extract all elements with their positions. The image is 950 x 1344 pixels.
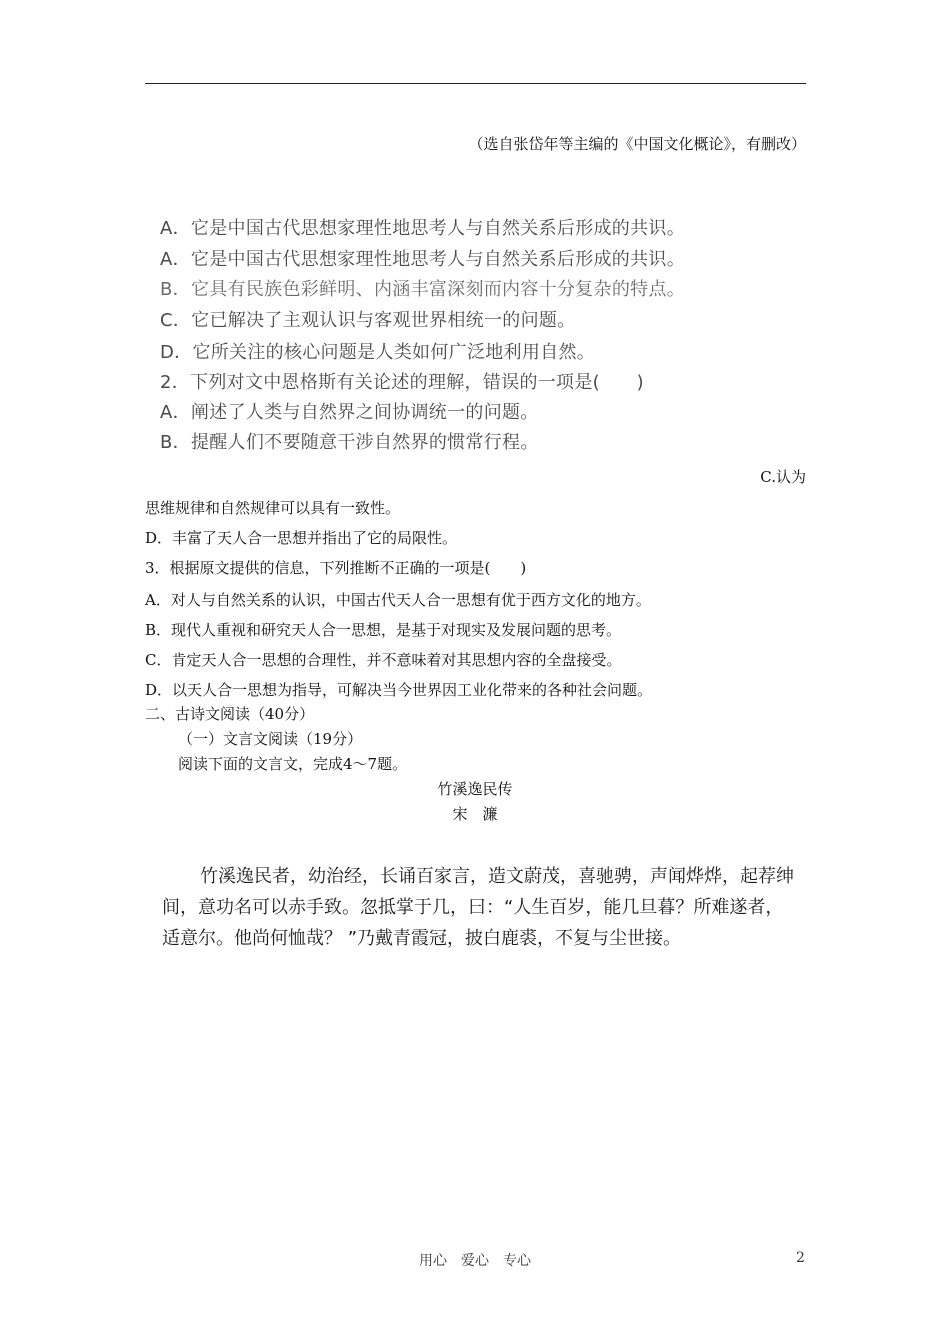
scan-line-d: D．它所关注的核心问题是人类如何广泛地利用自然。 [160,342,596,363]
section-heading: 二、古诗文阅读（40分） [145,705,315,723]
scan-q2-a: A．阐述了人类与自然界之间协调统一的问题。 [160,402,539,423]
article-title: 竹溪逸民传 [437,780,513,798]
scan-line-c: C．它已解决了主观认识与客观世界相统一的问题。 [160,310,576,331]
subsection-heading: （一）文言文阅读（19分） [178,730,363,748]
q3-stem: 3．根据原文提供的信息，下列推断不正确的一项是( ) [145,559,527,577]
scan-line-b: B．它具有民族色彩鲜明、内涵丰富深刻而内容十分复杂的特点。 [160,279,686,300]
q3-option-c: C．肯定天人合一思想的合理性，并不意味着对其思想内容的全盘接受。 [145,651,622,669]
q2-option-d: D．丰富了天人合一思想并指出了它的局限性。 [145,529,458,547]
scan-q2-b: B．提醒人们不要随意干涉自然界的惯常行程。 [160,432,539,453]
q3-option-b: B．现代人重视和研究天人合一思想，是基于对现实及发展问题的思考。 [145,621,622,639]
q3-option-a: A．对人与自然关系的认识，中国古代天人合一思想有优于西方文化的地方。 [145,591,651,609]
article-line-3: 适意尔。他尚何恤哉？ ”乃戴青霞冠，披白鹿裘，不复与尘世接。 [162,928,682,949]
page-number: 2 [796,1250,805,1266]
q3-option-d: D．以天人合一思想为指导，可解决当今世界因工业化带来的各种社会问题。 [145,681,653,699]
article-line-1: 竹溪逸民者，幼治经，长诵百家言，造文蔚茂，喜驰骋，声闻烨烨，起荐绅 [200,866,794,887]
q2-option-c-cont: 思维规律和自然规律可以具有一致性。 [145,499,401,517]
instruction-text: 阅读下面的文言文，完成4～7题。 [178,755,408,773]
scan-line-a: A．它是中国古代思想家理性地思考人与自然关系后形成的共识。 [160,249,686,270]
article-line-2: 间，意功名可以赤手致。忽抵掌于几，曰：“人生百岁，能几旦暮？所难遂者， [162,897,784,918]
q2-option-c-start: C.认为 [760,468,806,486]
header-rule [145,83,806,84]
source-note: （选自张岱年等主编的《中国文化概论》，有删改） [468,135,806,153]
article-author: 宋 濂 [452,805,498,823]
scan-q2-stem: 2．下列对文中恩格斯有关论述的理解，错误的一项是( ) [160,372,644,393]
scan-line-a-dup: A．它是中国古代思想家理性地思考人与自然关系后形成的共识。 [160,218,686,239]
footer-center: 用心 爱心 专心 [419,1253,531,1269]
